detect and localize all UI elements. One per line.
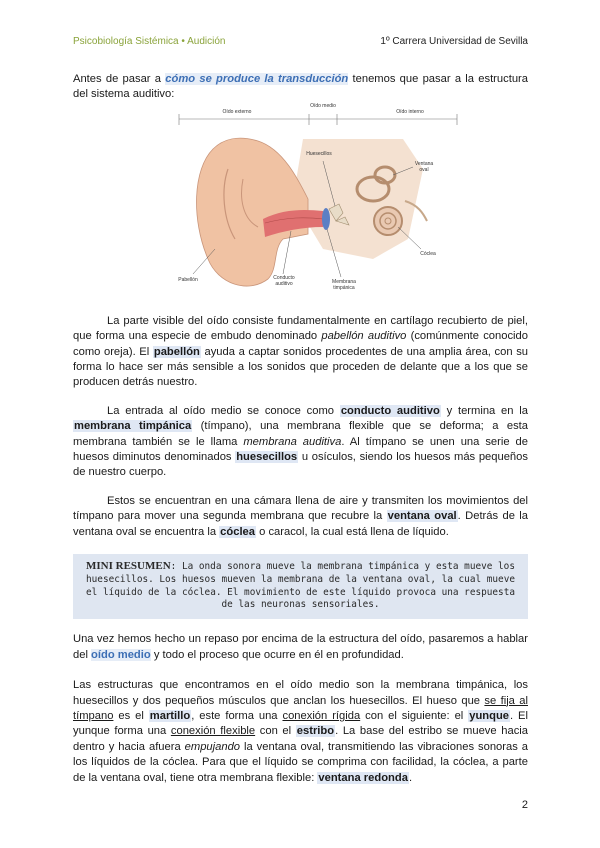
text: y termina en la — [440, 404, 528, 417]
label-oval-window: Ventana oval — [414, 160, 434, 173]
highlight-term: ventana oval — [387, 510, 457, 523]
underlined-term: conexión rígida — [282, 709, 361, 722]
text: u osículos, siendo los huesos más pequeños de nuestro cuerpo. — [73, 451, 528, 479]
label-cochlea: Cóclea — [420, 250, 436, 257]
summary-title: MINI RESUMEN — [86, 560, 171, 573]
italic-term: pabellón auditivo — [321, 330, 407, 343]
paragraph-middle-ear-intro — [73, 632, 528, 663]
highlight-term: huesecillos — [236, 451, 298, 464]
middle-ear-link[interactable]: oído medio — [91, 648, 151, 661]
highlight-term: martillo — [149, 709, 191, 722]
label-pinna: Pabellón — [178, 276, 198, 283]
page-content — [73, 72, 528, 786]
text: La parte visible del oído consiste fundamentalmente en cartílago recubierto de piel, que forma una especie de embudo denominado — [73, 314, 528, 343]
text: Una vez hemos hecho un repaso por encima de la estructura del oído, pasaremos a hablar del — [73, 633, 528, 661]
header-university: 1º Carrera Universidad de Sevilla — [380, 36, 528, 47]
summary-text: : La onda sonora mueve la membrana timpánica y esta mueve los huesecillos. Los huesos mueven la membrana de la ventana oval, la cual mueve el líquido de la cóclea. El movimiento de este líquido provoca una respuesta de las neuronas sensoriales. — [86, 561, 515, 611]
page-header — [73, 36, 528, 50]
highlight-term: ventana redonda — [318, 771, 408, 784]
text: . Al tímpano se unen una serie de huesos diminutos denominados — [73, 435, 528, 464]
highlight-term: yunque — [469, 709, 509, 722]
text: con el — [255, 725, 296, 738]
label-ossicles: Huesecillos — [306, 150, 332, 157]
label-inner-ear: Oído interno — [396, 108, 424, 115]
text: o caracol, la cual está llena de líquido. — [256, 525, 449, 538]
highlight-term: membrana timpánica — [74, 420, 192, 433]
highlight-term: cóclea — [220, 525, 256, 538]
paragraph-ossicles — [73, 494, 528, 540]
underlined-term: conexión flexible — [170, 725, 256, 738]
ear-diagram — [173, 102, 463, 299]
text: Estos se encuentran en una cámara llena de aire y transmiten los movimientos del tímpano para mover una segunda membrana que recubre la — [73, 494, 528, 523]
ear-illustration — [173, 109, 463, 299]
label-tympanic-membrane: Membrana timpánica — [332, 278, 356, 291]
mini-summary-box — [73, 554, 528, 619]
paragraph-pinna — [73, 314, 528, 391]
highlight-term: conducto auditivo — [340, 404, 440, 417]
paragraph-canal — [73, 404, 528, 481]
page-number: 2 — [521, 799, 528, 811]
highlight-term: pabellón — [153, 345, 200, 358]
text: ayuda a captar sonidos procedentes de una amplia área, con su forma lo hace ser más sensible a los sonidos que proceden de delante que a los que se producen detrás nuestro. — [73, 345, 529, 389]
highlight-term: estribo — [296, 725, 335, 738]
italic-term: membrana auditiva — [243, 435, 342, 448]
label-outer-ear: Oído externo — [222, 108, 252, 115]
label-middle-ear: Oído medio — [310, 102, 336, 109]
text: , este forma una — [191, 709, 283, 722]
text: es el — [113, 709, 149, 722]
underlined-term: se fija al tímpano — [73, 694, 528, 722]
text: . Detrás de la ventana oval se encuentra la — [73, 510, 528, 538]
italic-term: empujando — [184, 740, 241, 753]
text: con el siguiente: el — [360, 709, 469, 722]
text: la ventana oval, transmitiendo las vibraciones sonoras a los líquidos de la cóclea. Para que el líquido se comprima con facilidad, la cóclea, a parte de la ventana oval, tiene otra membrana flexible: — [73, 740, 529, 784]
transduction-link[interactable]: cómo se produce la transducción — [165, 73, 349, 85]
text: y todo el proceso que ocurre en él en profundidad. — [150, 648, 404, 661]
text: . El yunque forma una — [73, 709, 528, 738]
text: Las estructuras que encontramos en el oído medio son la membrana timpánica, los huesecillos y dos pequeños músculos que anclan los huesecillos. El hueso que — [73, 679, 528, 707]
label-auditory-canal: Conducto auditivo — [273, 274, 295, 287]
text: . — [408, 771, 413, 784]
text: (tímpano), una membrana flexible que se deforma; a esta membrana también se le llama — [73, 420, 528, 448]
header-course: Psicobiología Sistémica • Audición — [73, 36, 226, 47]
intro-paragraph — [73, 72, 528, 103]
text: tenemos que pasar a la estructura del sistema auditivo: — [73, 73, 528, 101]
paragraph-middle-ear-structures — [73, 678, 528, 786]
text: La entrada al oído medio se conoce como — [107, 404, 340, 417]
text: (comúnmente conocido como oreja). El — [73, 330, 528, 358]
text: Antes de pasar a — [73, 73, 166, 85]
text: . La base del estribo se mueve hacia dentro y hacia afuera — [73, 725, 528, 753]
